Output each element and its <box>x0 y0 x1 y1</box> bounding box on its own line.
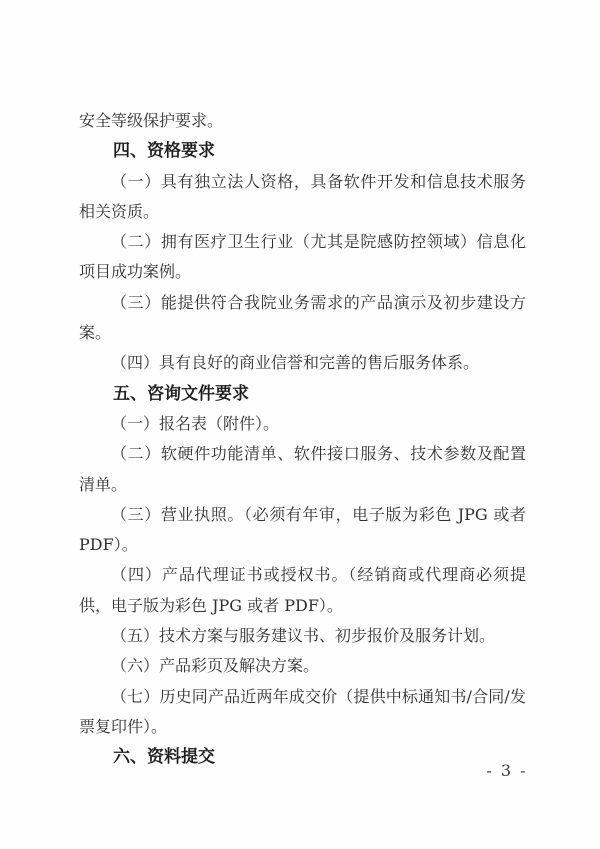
list-item: （一）报名表（附件）。 <box>111 413 280 433</box>
section-heading-qualification-requirements: 四、资格要求 <box>113 141 215 162</box>
page-number: - 3 - <box>486 761 528 780</box>
document-body <box>79 106 526 773</box>
list-item: （二）拥有医疗卫生行业（尤其是院感防控领域）信息化项目成功案例。 <box>79 232 526 282</box>
list-item: （三）营业执照。（必须有年审，电子版为彩色 JPG 或者 PDF）。 <box>79 504 526 555</box>
list-item: （七）历史同产品近两年成交价（提供中标通知书/合同/发票复印件）。 <box>79 686 526 736</box>
list-item: （五）技术方案与服务建议书、初步报价及服务计划。 <box>111 626 496 646</box>
paragraph-continuation: 安全等级保护要求。 <box>79 111 224 130</box>
section-heading-consultation-document-requirements: 五、咨询文件要求 <box>113 383 249 404</box>
list-item: （四）具有良好的商业信誉和完善的售后服务体系。 <box>111 353 480 373</box>
list-item: （二）软硬件功能清单、软件接口服务、技术参数及配置清单。 <box>79 444 526 494</box>
section-heading-material-submission: 六、资料提交 <box>113 747 215 768</box>
list-item: （四）产品代理证书或授权书。（经销商或代理商必须提供，电子版为彩色 JPG 或者 PDF）。 <box>79 565 526 615</box>
list-item: （三）能提供符合我院业务需求的产品演示及初步建设方案。 <box>79 292 526 343</box>
list-item: （六）产品彩页及解决方案。 <box>111 656 320 676</box>
list-item: （一）具有独立法人资格，具备软件开发和信息技术服务相关资质。 <box>79 171 526 221</box>
